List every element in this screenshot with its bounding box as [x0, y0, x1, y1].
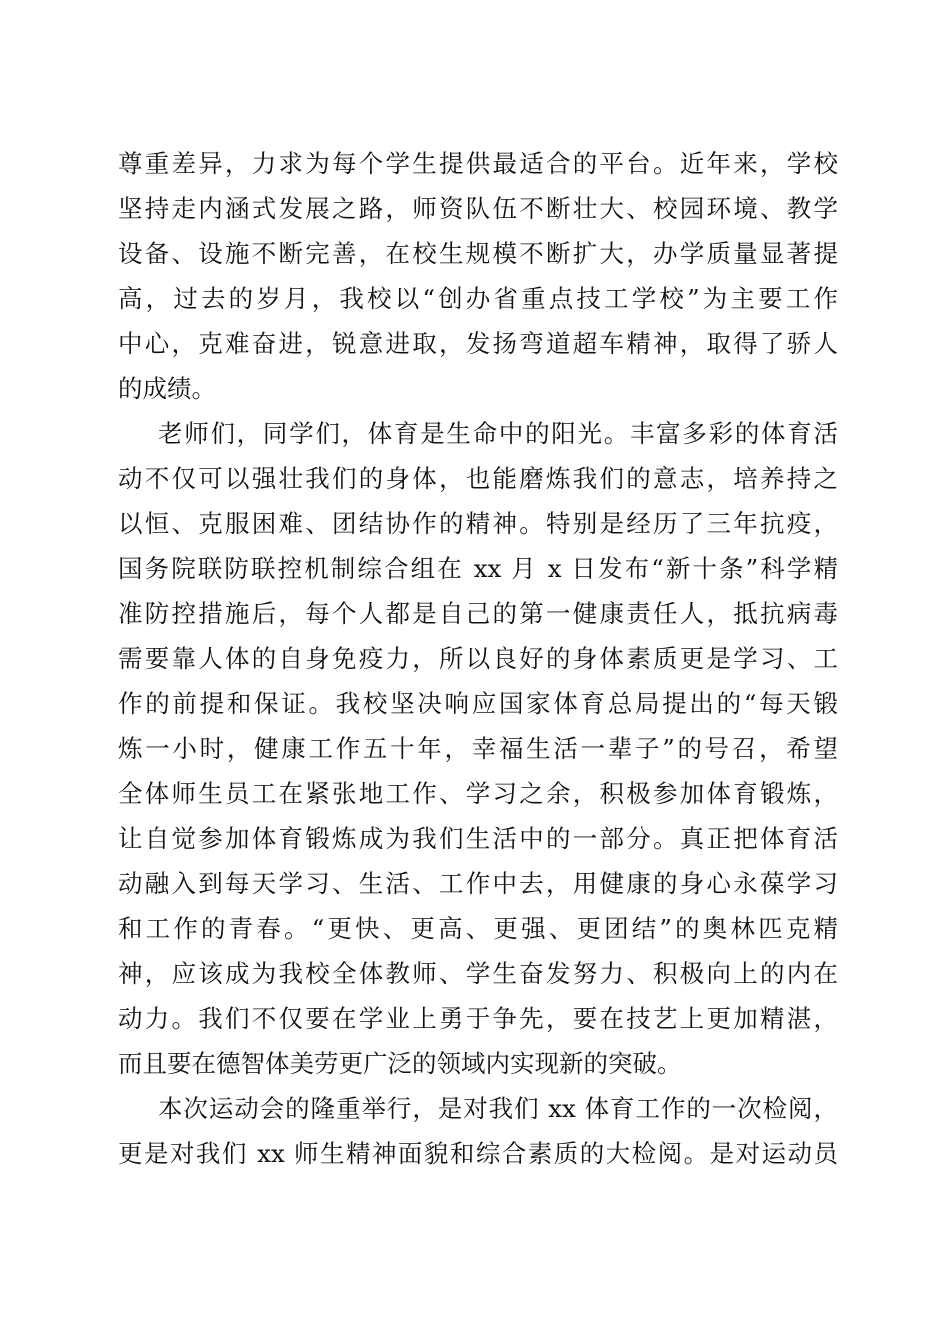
text-line: 和工作的青春。“更快、更高、更强、更团结”的奥林匹克精: [118, 914, 838, 943]
text-line: 高，过去的岁月，我校以“创办省重点技工学校”为主要工作: [118, 284, 838, 313]
paragraph-start-line: 本次运动会的隆重举行，是对我们 xx 体育工作的一次检阅，: [158, 1094, 838, 1123]
text-line: 而且要在德智体美劳更广泛的领域内实现新的突破。: [118, 1049, 682, 1078]
text-line: 动融入到每天学习、生活、工作中去，用健康的身心永葆学习: [118, 869, 838, 898]
text-line: 需要靠人体的自身免疫力，所以良好的身体素质更是学习、工: [118, 644, 838, 673]
text-line: 坚持走内涵式发展之路，师资队伍不断壮大、校园环境、教学: [118, 194, 838, 223]
paragraph-start-line: 老师们，同学们，体育是生命中的阳光。丰富多彩的体育活: [158, 419, 838, 448]
text-line: 动不仅可以强壮我们的身体，也能磨炼我们的意志，培养持之: [118, 464, 838, 493]
text-line: 准防控措施后，每个人都是自己的第一健康责任人，抵抗病毒: [118, 599, 838, 628]
text-line: 作的前提和保证。我校坚决响应国家体育总局提出的“每天锻: [118, 689, 838, 718]
text-line: 让自觉参加体育锻炼成为我们生活中的一部分。真正把体育活: [118, 824, 838, 853]
text-line: 尊重差异，力求为每个学生提供最适合的平台。近年来，学校: [118, 149, 838, 178]
text-line: 中心，克难奋进，锐意进取，发扬弯道超车精神，取得了骄人: [118, 329, 838, 358]
text-line: 设备、设施不断完善，在校生规模不断扩大，办学质量显著提: [118, 239, 838, 268]
text-line: 炼一小时，健康工作五十年，幸福生活一辈子”的号召，希望: [118, 734, 838, 763]
text-line: 的成绩。: [118, 374, 216, 403]
text-line: 国务院联防联控机制综合组在 xx 月 x 日发布“新十条”科学精: [118, 554, 838, 583]
text-line: 全体师生员工在紧张地工作、学习之余，积极参加体育锻炼，: [118, 779, 838, 808]
text-line: 神，应该成为我校全体教师、学生奋发努力、积极向上的内在: [118, 959, 838, 988]
text-line: 动力。我们不仅要在学业上勇于争先，要在技艺上更加精湛，: [118, 1004, 838, 1033]
text-line: 以恒、克服困难、团结协作的精神。特别是经历了三年抗疫，: [118, 509, 838, 538]
text-line: 更是对我们 xx 师生精神面貌和综合素质的大检阅。是对运动员: [118, 1139, 838, 1168]
body-text: [118, 141, 838, 1176]
